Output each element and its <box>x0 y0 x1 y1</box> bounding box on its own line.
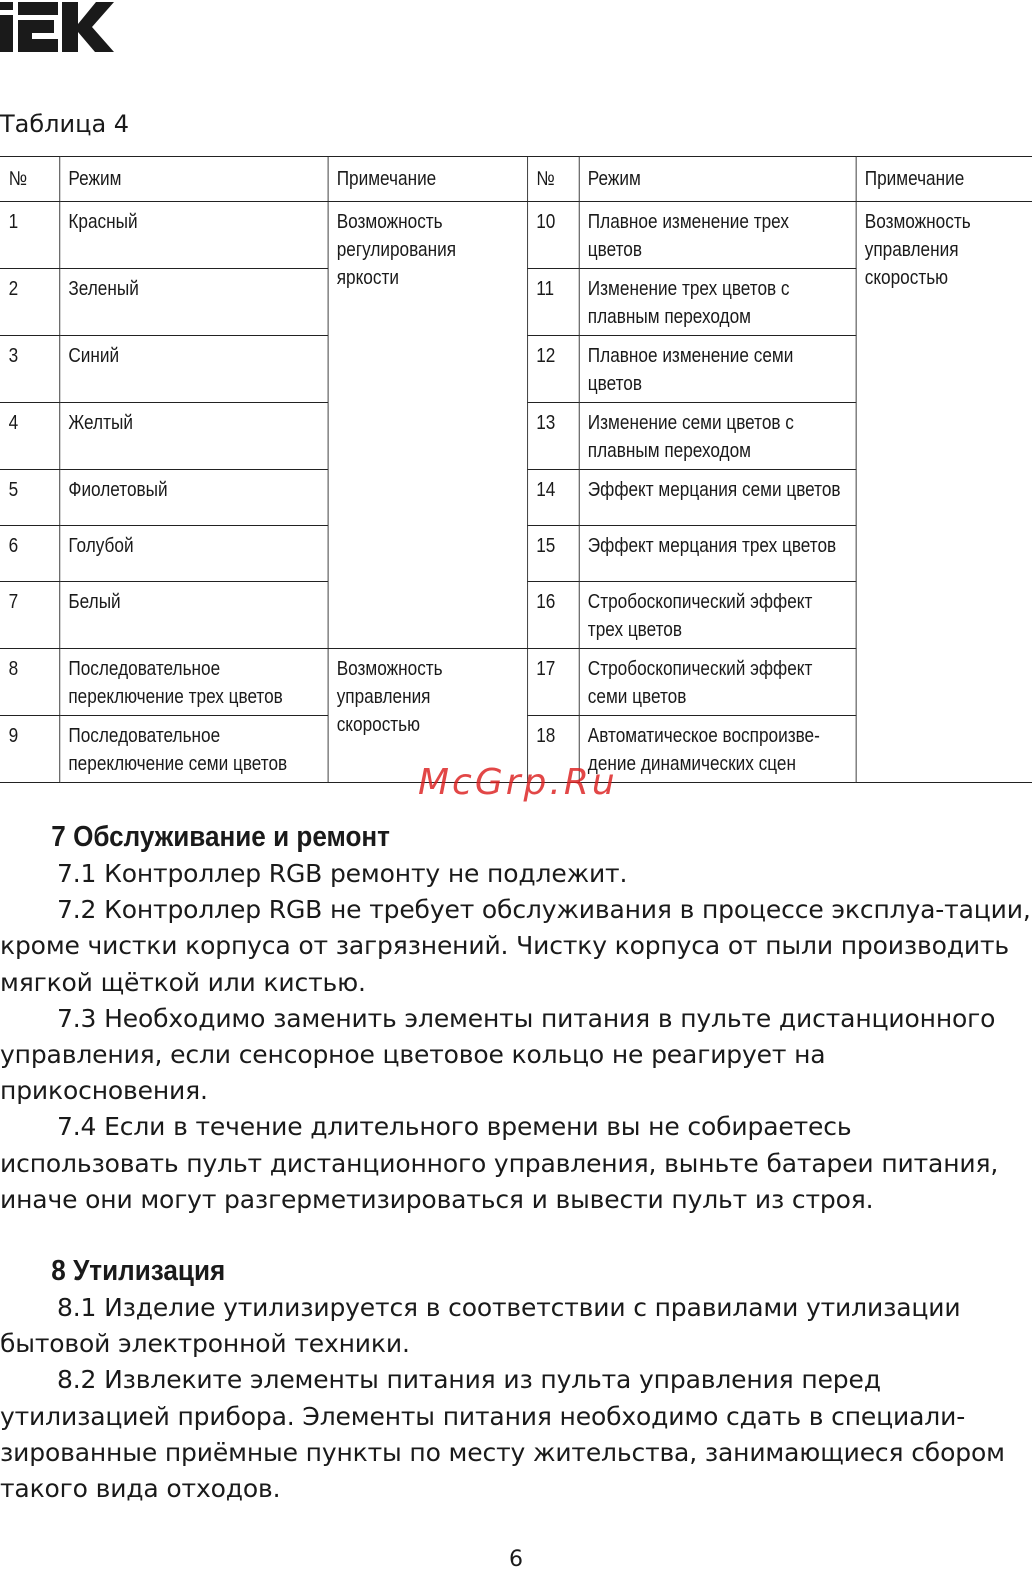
row-mode: Изменение трех цветов с плавным переходом <box>579 269 856 336</box>
modes-table-wrapper <box>0 156 1032 783</box>
row-num: 6 <box>0 526 59 582</box>
note-speed-right: Возможность управления скоростью <box>856 202 1032 783</box>
row-mode: Голубой <box>59 526 327 582</box>
table-header-row <box>0 157 1032 202</box>
row-num: 9 <box>0 716 59 783</box>
note-brightness: Возможность регулирования яркости <box>328 202 528 649</box>
row-mode: Последовательное переключение семи цветов <box>59 716 327 783</box>
table-row <box>0 202 1032 269</box>
row-mode: Плавное изменение семи цветов <box>579 336 856 403</box>
row-mode: Стробоскопический эффект трех цветов <box>579 582 856 649</box>
row-mode: Фиолетовый <box>59 470 327 526</box>
modes-table <box>0 156 1032 783</box>
row-mode: Стробоскопический эффект семи цветов <box>579 649 856 716</box>
note-speed-left: Возможность управления скоростью <box>328 649 528 783</box>
header-note: Примечание <box>328 157 528 202</box>
paragraph-8-2: 8.2 Извлеките элементы питания из пульта управления перед утилизацией прибора. Элементы питания необходимо сдать в специали-зированные приёмные пункты по месту жительства, занимающиеся сбором такого вида отходов. <box>0 1365 1005 1504</box>
row-mode: Изменение семи цветов с плавным переходом <box>579 403 856 470</box>
row-mode: Эффект мерцания семи цветов <box>579 470 856 526</box>
row-mode: Белый <box>59 582 327 649</box>
paragraph-8-1: 8.1 Изделие утилизируется в соответствии с правилами утилизации бытовой электронной техники. <box>0 1293 961 1359</box>
row-num: 16 <box>527 582 579 649</box>
row-mode: Автоматическое воспроизве-дение динамических сцен <box>579 716 856 783</box>
row-mode: Синий <box>59 336 327 403</box>
row-num: 15 <box>527 526 579 582</box>
row-num: 1 <box>0 202 59 269</box>
section-8-title: 8 Утилизация <box>51 1255 226 1288</box>
row-num: 7 <box>0 582 59 649</box>
row-num: 10 <box>527 202 579 269</box>
paragraph-7-1: 7.1 Контроллер RGB ремонту не подлежит. <box>57 859 628 888</box>
paragraph-7-3: 7.3 Необходимо заменить элементы питания в пульте дистанционного управления, если сенсорное цветовое кольцо не реагирует на прикосновения. <box>0 1003 996 1106</box>
header-num-right: № <box>527 157 579 202</box>
row-num: 3 <box>0 336 59 403</box>
row-mode: Зеленый <box>59 269 327 336</box>
row-num: 18 <box>527 716 579 783</box>
row-num: 13 <box>527 403 579 470</box>
paragraph-7-4: 7.4 Если в течение длительного времени вы не собираетесь использовать пульт дистанционного управления, выньте батареи питания, иначе они могут разгерметизироваться и вывести пульт из строя. <box>0 1112 999 1214</box>
section-7-title: 7 Обслуживание и ремонт <box>51 821 390 853</box>
row-num: 14 <box>527 470 579 526</box>
row-num: 5 <box>0 470 59 526</box>
row-num: 11 <box>527 269 579 336</box>
row-num: 2 <box>0 269 59 336</box>
row-num: 17 <box>527 649 579 716</box>
header-num: № <box>0 157 59 202</box>
iek-logo <box>0 2 114 52</box>
row-mode: Желтый <box>59 403 327 470</box>
row-num: 4 <box>0 403 59 470</box>
row-num: 12 <box>527 336 579 403</box>
row-mode: Эффект мерцания трех цветов <box>579 526 856 582</box>
header-mode-right: Режим <box>579 157 856 202</box>
document-body <box>0 818 1032 1507</box>
header-mode: Режим <box>59 157 327 202</box>
row-num: 8 <box>0 649 59 716</box>
watermark: McGrp.Ru <box>418 762 618 803</box>
table-caption: Таблица 4 <box>0 110 130 138</box>
paragraph-7-2: 7.2 Контроллер RGB не требует обслуживания в процессе эксплуа-тации, кроме чистки корпуса от загрязнений. Чистку корпуса от пыли производить мягкой щёткой или кистью. <box>0 895 1031 997</box>
header-note-right: Примечание <box>856 157 1032 202</box>
row-mode: Последовательное переключение трех цветов <box>59 649 327 716</box>
section-gap <box>0 1218 1032 1252</box>
row-mode: Красный <box>59 202 327 269</box>
row-mode: Плавное изменение трех цветов <box>579 202 856 269</box>
page-number: 6 <box>509 1547 523 1572</box>
